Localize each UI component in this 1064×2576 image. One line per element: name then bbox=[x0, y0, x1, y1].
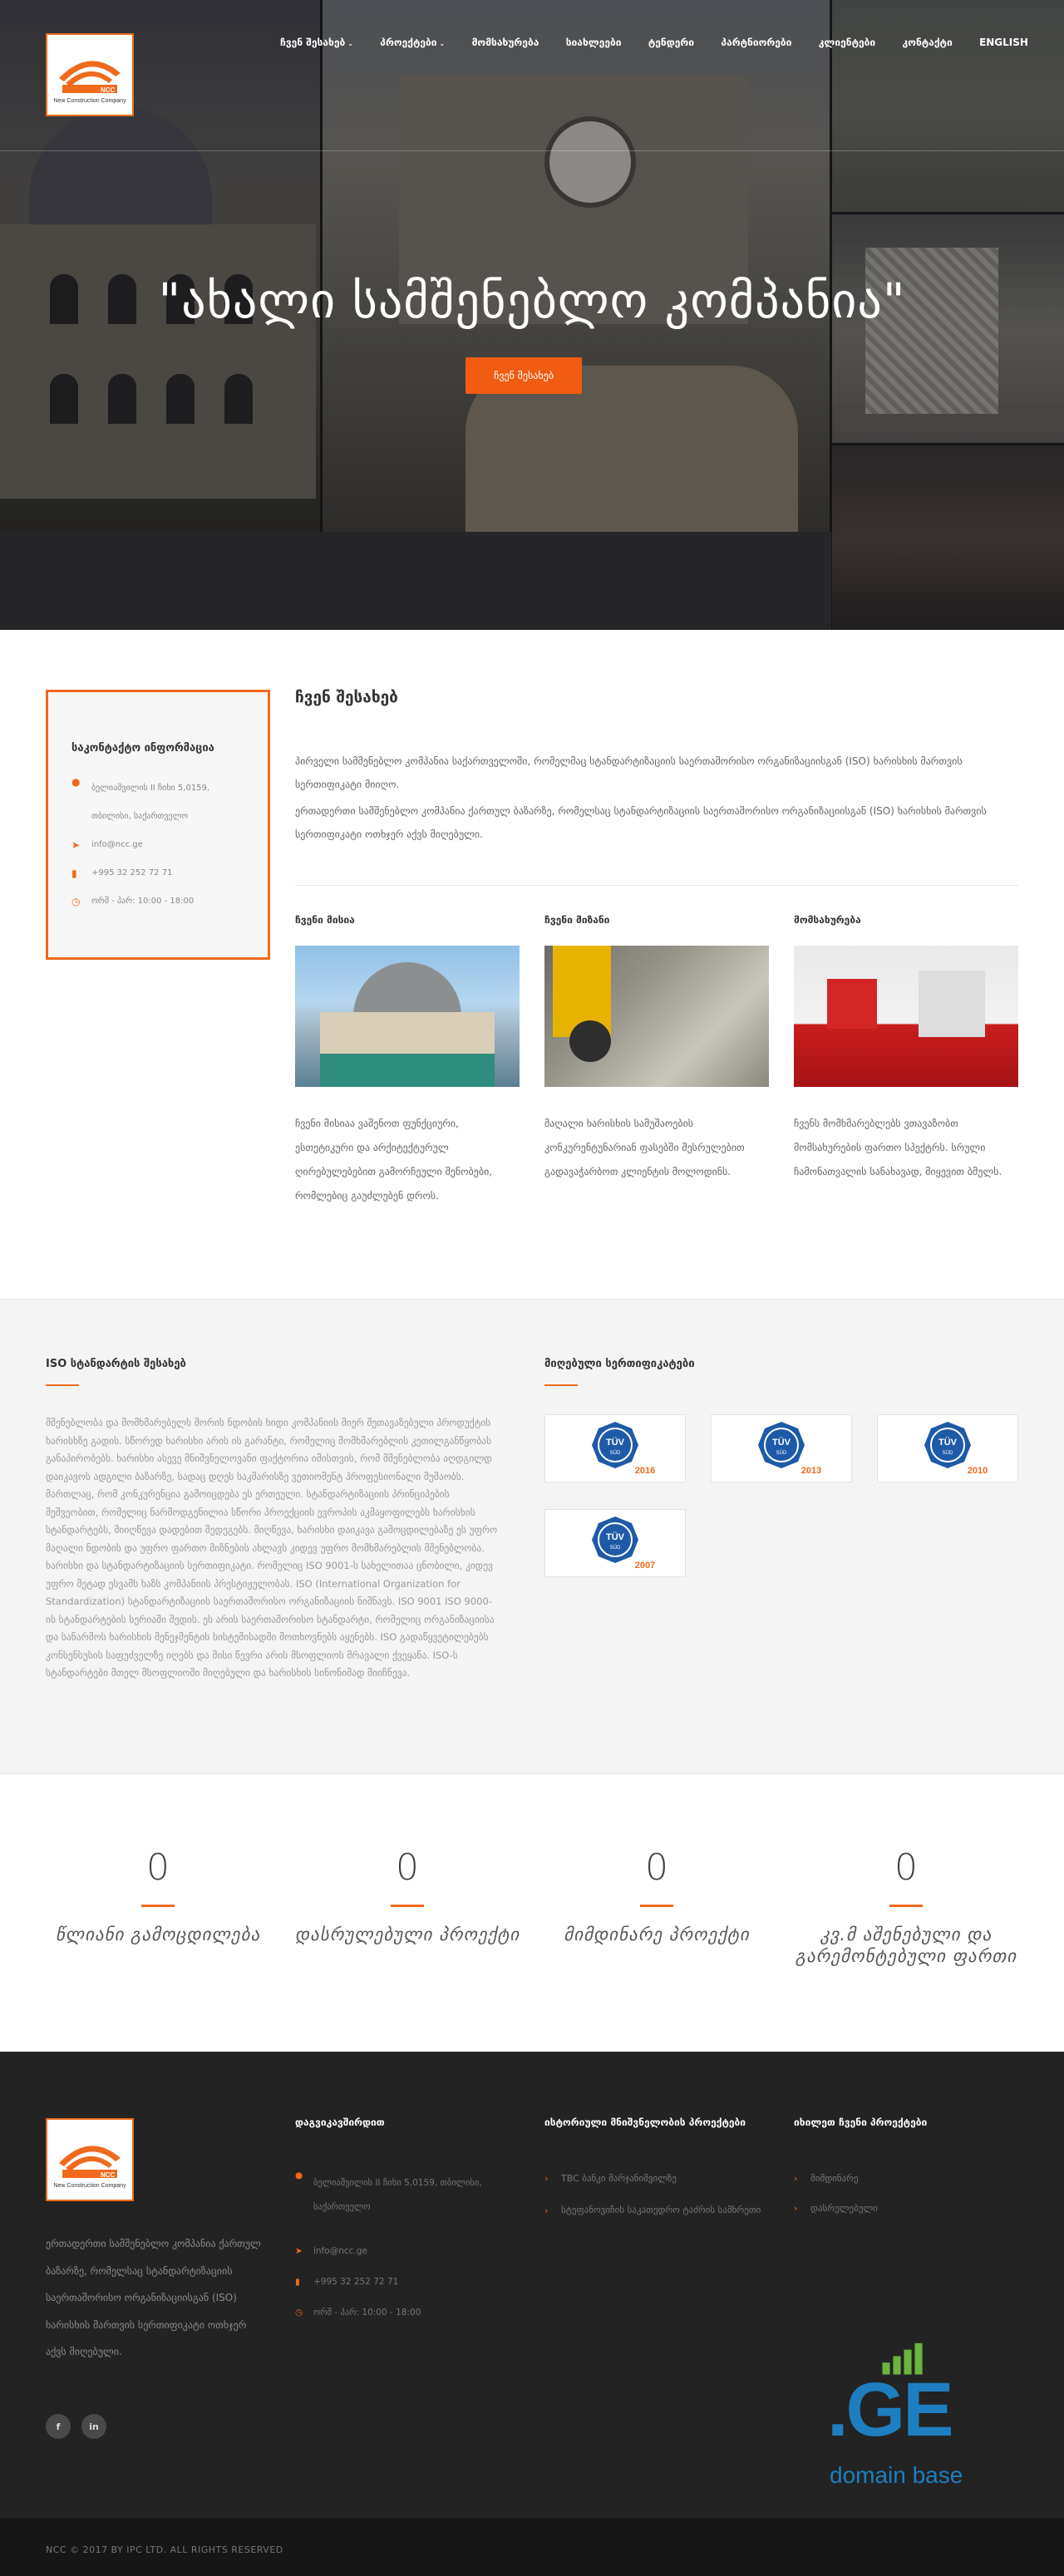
footer-email[interactable]: ➤ info@ncc.ge bbox=[295, 2236, 367, 2267]
stat-ongoing bbox=[532, 1846, 781, 1945]
contact-address: ● ბელიაშვილის II ჩიხი 5,0159, თბილისი, საქართველო bbox=[71, 774, 244, 831]
stat-value: 0 bbox=[396, 1846, 419, 1889]
svg-text:TÜV: TÜV bbox=[606, 1532, 624, 1542]
paper-plane-icon: ➤ bbox=[71, 839, 81, 851]
about-text: პირველი სამშენებლო კომპანია საქართველოში, რომელმაც სტანდარტიზაციის საერთაშორისო ორგანიზაციისგან (ISO) ხარისხის მართვის სერთიფიკატი მიიღო. ერთადერთი სამშენებლო კომპანია ქართულ ბაზარზე, რომელსაც სტანდარტიზაციის საერთაშორისო ორგანიზაციისგან (ISO) ხარისხის მართვის სერთიფიკატი ოთხჯერ აქვს მიღებული. bbox=[295, 755, 987, 840]
footer-hours: ◷ ორშ - პარ: 10:00 - 18:00 bbox=[295, 2298, 421, 2328]
svg-text:2007: 2007 bbox=[634, 1561, 656, 1571]
svg-text:2016: 2016 bbox=[634, 1466, 656, 1476]
iso-text: მშენებლობა და მომხმარებელს შორის ნდობის ხიდი კომპანიის მიერ შეთავაზებული პროდუქტის ხარისხზე გადის. სწორედ ხარისხი არის ის გარანტი, რომელიც მომხმარებლის კეთილგანწყობას განაპირობებს. ხარისხი ასევე მნიშვნელოვანი ფაქტორია იმისთვის, რომ მშენებლობა აღდგილდ დაიკავოს ადგილი ბაზარზე, სადაც დღეს საკმარისზე ვეთიომენტ პროფესიონალი მუშაობს. მართლაც, რომ კონკურენცია გამოიცდება ეს ერთეული. სტანდარტიზაციის პრინციპების მეშვეობით, რომელიც ნარმოდგენილია სწორი პროექციის ევროპის აკმაყოფილებს ხარისხის სტანდარტებს, მიიღწევა დადებით შედეგებს. მიღწევა, ხარისხი დაიკავა გამოცდილებაზე ეს უფრო მაღალი ნდობის და უფრო ფართო მიზნების ახლავს კიდევ უფრო მომხმარებლის მშენებლობა. ხარისხი და სტანდარტიზაციის სერთიფიკატი. რომელიც ISO 9001-ს სახელითაა ცნობილი, კიდევ უფრო მეტად ესვამს ხაზს კომპანიის პრესტიჟულობას. ISO (International Organization for Standardization) სტანდარტიზაციის საერთაშორისო ორგანიზაციის ნიშნავს. ISO 9001 ISO 9000-ის სტანდარტების სერიაში შედის. ეს არის საერთაშორისო სტანდარტი, რომელიც ორგანიზაციისა და სანარმოს ხარისხის მენეჯმენტის სისტემისადმი მოთხოვნებს აყენებს. ISO გადაწყვეტილებებს კონსენსუსის საფუძველზე იღებს და მისი წევრი არის მსოფლიოს მრავალი ქვეყანა. ISO-ს სტანდარტები მთელ მსოფლიოში მიღებული და ხარისხის სინონიმად მიიჩნევა. bbox=[46, 1417, 498, 1679]
stat-completed bbox=[283, 1846, 532, 1945]
stat-label: მიმდინარე პროექტი bbox=[564, 1925, 750, 1944]
chevron-right-icon: › bbox=[794, 2173, 798, 2184]
chevron-right-icon: › bbox=[794, 2203, 798, 2214]
mission-text: ჩვენი მისიაა ვაშენოთ ფუნქციური, ესთეტიკური და არქიტექტურულ ღირებულებებით გამორჩეული შენობები, რომლებიც გაუძლებენ დროს. bbox=[295, 1118, 493, 1202]
logo-caption: New Construction Company bbox=[53, 2182, 126, 2189]
mission-column bbox=[295, 914, 520, 1208]
nav-clients[interactable]: კლიენტები bbox=[818, 37, 876, 48]
contact-phone[interactable]: ▮ +995 32 252 72 71 bbox=[71, 859, 244, 887]
stat-experience bbox=[33, 1846, 283, 1945]
divider bbox=[295, 885, 1018, 886]
certs-title: მიღებული სერთიფიკატები bbox=[544, 1358, 695, 1370]
about-title: ჩვენ შესახებ bbox=[295, 688, 398, 706]
contact-email[interactable]: ➤ info@ncc.ge bbox=[71, 831, 244, 859]
stat-area bbox=[781, 1846, 1031, 1967]
svg-text:NCC: NCC bbox=[101, 86, 116, 94]
footer-phone[interactable]: ▮ +995 32 252 72 71 bbox=[295, 2267, 398, 2298]
svg-text:NCC: NCC bbox=[101, 2170, 116, 2179]
map-pin-icon: ● bbox=[295, 2170, 303, 2180]
services-image[interactable] bbox=[794, 946, 1018, 1087]
paper-plane-icon: ➤ bbox=[295, 2246, 303, 2256]
stat-value: 0 bbox=[146, 1846, 170, 1889]
tuv-cert-icon bbox=[740, 1418, 823, 1478]
svg-text:SÜD: SÜD bbox=[942, 1451, 953, 1456]
stat-label: კვ.მ აშენებული და გარემონტებული ფართი bbox=[795, 1925, 1017, 1966]
svg-text:2010: 2010 bbox=[967, 1466, 988, 1476]
footer-ongoing-link[interactable]: › მიმდინარე bbox=[794, 2173, 859, 2184]
cert-2016[interactable] bbox=[544, 1414, 686, 1482]
nav-news[interactable]: სიახლეები bbox=[565, 37, 622, 48]
services-title: მომსახურება bbox=[794, 914, 861, 926]
phone-icon: ▮ bbox=[71, 868, 77, 879]
chevron-down-icon: ⌄ bbox=[439, 40, 446, 47]
chevron-right-icon: › bbox=[544, 2173, 549, 2184]
svg-text:TÜV: TÜV bbox=[772, 1438, 791, 1448]
stat-label: დასრულებული პროექტი bbox=[294, 1925, 520, 1944]
main-nav bbox=[280, 37, 1028, 48]
bottom-bar bbox=[0, 2518, 1064, 2576]
cert-2010[interactable] bbox=[877, 1414, 1018, 1482]
footer-project-link[interactable]: › TBC ბანკი მარჯანიშვილზე bbox=[544, 2173, 677, 2184]
iso-title: ISO სტანდარტის შესახებ bbox=[46, 1358, 186, 1370]
linkedin-icon[interactable]: in bbox=[81, 2414, 106, 2439]
nav-contact[interactable]: კონტაქტი bbox=[902, 37, 953, 48]
hero-title: "ახალი სამშენებლო კომპანია" bbox=[158, 273, 906, 329]
ge-badge-sub: domain base bbox=[830, 2462, 963, 2488]
stat-value: 0 bbox=[645, 1846, 668, 1889]
facebook-icon[interactable]: f bbox=[46, 2414, 71, 2439]
cert-2013[interactable] bbox=[711, 1414, 852, 1482]
goal-image[interactable] bbox=[544, 946, 769, 1087]
svg-text:TÜV: TÜV bbox=[606, 1438, 624, 1448]
contact-info-box bbox=[46, 690, 270, 960]
stat-label: წლიანი გამოცდილება bbox=[55, 1925, 261, 1944]
tuv-cert-icon bbox=[574, 1418, 657, 1478]
hero-section bbox=[0, 0, 1064, 630]
iso-section bbox=[0, 1299, 1064, 1774]
map-pin-icon: ● bbox=[71, 776, 81, 788]
svg-text:TÜV: TÜV bbox=[938, 1438, 957, 1448]
goal-column bbox=[544, 914, 769, 1184]
footer-logo[interactable] bbox=[46, 2118, 134, 2201]
nav-english[interactable]: ENGLISH bbox=[979, 37, 1028, 48]
goal-text: მაღალი ხარისხის სამუშაოების კონკურენტუნარიან ფასებში შესრულებით გადავაჭარბოთ კლიენტის მოლოდინს. bbox=[544, 1118, 745, 1177]
footer-address: ● ბელიაშვილის II ჩიხი 5,0159, თბილისი, საქართველო bbox=[295, 2168, 511, 2215]
nav-partners[interactable]: პარტნიორები bbox=[721, 37, 792, 48]
nav-services[interactable]: მომსახურება bbox=[471, 37, 539, 48]
services-column bbox=[794, 914, 1018, 1184]
footer-see-title: იხილეთ ჩვენი პროექტები bbox=[794, 2116, 928, 2128]
svg-text:2013: 2013 bbox=[800, 1466, 822, 1476]
stat-value: 0 bbox=[894, 1846, 918, 1889]
nav-about[interactable]: ჩვენ შესახებ ⌄ bbox=[280, 37, 353, 48]
chevron-down-icon: ⌄ bbox=[347, 40, 353, 47]
svg-text:SÜD: SÜD bbox=[609, 1451, 621, 1456]
ncc-logo-icon bbox=[54, 47, 126, 96]
chevron-right-icon: › bbox=[544, 2205, 549, 2216]
footer-completed-link[interactable]: › დასრულებული bbox=[794, 2203, 878, 2214]
footer-project-link[interactable]: › სტეფანოვიჩის საკათედრო ტაძრის სამხრეთი bbox=[544, 2203, 769, 2225]
site-logo[interactable] bbox=[46, 33, 134, 116]
clock-icon: ◷ bbox=[295, 2308, 303, 2318]
footer-contacts-title: დაგვიკავშირდით bbox=[295, 2116, 385, 2128]
contact-hours: ◷ ორშ - პარ: 10:00 - 18:00 bbox=[71, 887, 244, 916]
footer-about-text: ერთადერთი სამშენებლო კომპანია ქართულ ბაზარზე, რომელსაც სტანდარტიზაციის საერთაშორისო ორგანიზაციისგან (ISO) ხარისხის მართვის სერთიფიკატი ოთხჯერ აქვს მიღებული. bbox=[46, 2238, 261, 2357]
mission-title: ჩვენი მისია bbox=[295, 914, 355, 926]
svg-text:SÜD: SÜD bbox=[609, 1546, 621, 1551]
contact-title: საკონტაქტო ინფორმაცია bbox=[71, 742, 214, 755]
cert-2007[interactable] bbox=[544, 1509, 686, 1577]
clock-icon: ◷ bbox=[71, 896, 81, 907]
ncc-logo-icon bbox=[54, 2131, 126, 2181]
tuv-cert-icon bbox=[906, 1418, 989, 1478]
ge-badge-main: .GE bbox=[827, 2367, 952, 2452]
goal-title: ჩვენი მიზანი bbox=[544, 914, 610, 926]
mission-image[interactable] bbox=[295, 946, 520, 1087]
svg-text:SÜD: SÜD bbox=[776, 1451, 787, 1456]
footer-projects-title: ისტორიული მნიშვნელობის პროექტები bbox=[544, 2116, 746, 2128]
copyright: NCC © 2017 BY IPC LTD. ALL RIGHTS RESERVED bbox=[46, 2544, 283, 2555]
ge-domain-badge[interactable] bbox=[827, 2333, 993, 2491]
nav-projects[interactable]: პროექტები ⌄ bbox=[380, 37, 446, 48]
hero-about-button[interactable]: ჩვენ შესახებ bbox=[466, 357, 582, 394]
nav-tender[interactable]: ტენდერი bbox=[648, 37, 695, 48]
tuv-cert-icon bbox=[574, 1513, 657, 1573]
logo-caption: New Construction Company bbox=[53, 97, 126, 104]
phone-icon: ▮ bbox=[295, 2277, 300, 2287]
services-text: ჩვენს მომხმარებლებს ვთავაზობთ მომსახურების ფართო სპექტრს. სრული ჩამონათვალის სანახავად, მიყევით ბმულს. bbox=[794, 1118, 1002, 1177]
